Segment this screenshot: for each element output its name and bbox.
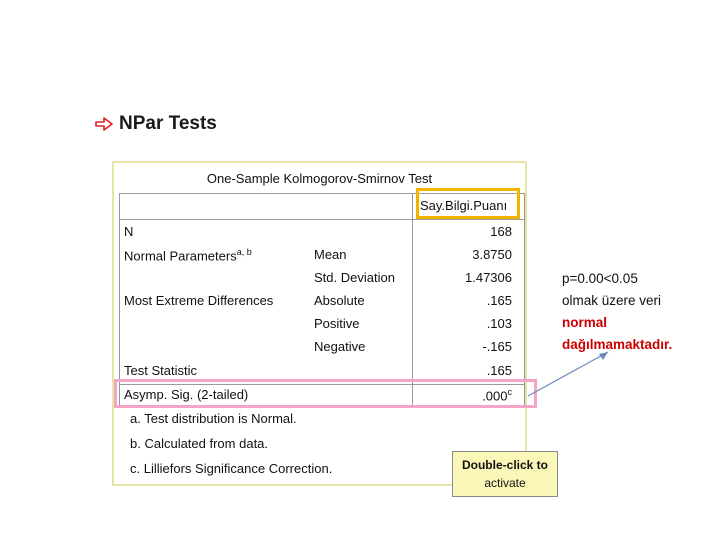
value-negative: -.165 (482, 339, 512, 354)
page-title: NPar Tests (119, 113, 217, 134)
red-arrow-icon (95, 117, 113, 131)
activate-line-2: activate (484, 476, 526, 490)
column-header: Say.Bilgi.Puanı (420, 198, 508, 213)
normal-parameters-label: Normal Parameters (124, 248, 237, 264)
significance-row-highlight (114, 379, 537, 408)
annotation-note (562, 268, 672, 356)
note-line-3: normal (562, 315, 608, 330)
footnote-a: a. Test distribution is Normal. (130, 411, 297, 426)
note-line-4: dağılmamaktadır. (562, 337, 673, 352)
double-click-activate-button[interactable] (452, 451, 558, 497)
value-mean: 3.8750 (472, 247, 512, 262)
activate-line-1: Double-click to (461, 458, 548, 472)
asymp-sig-sup: c (507, 387, 512, 397)
row-label-normal-parameters (124, 247, 252, 263)
sub-label-mean: Mean (314, 247, 347, 262)
column-highlight-box (416, 188, 520, 219)
value-std-deviation: 1.47306 (465, 270, 512, 285)
footnote-c: c. Lilliefors Significance Correction. (130, 461, 333, 476)
row-label-asymp-sig: Asymp. Sig. (2-tailed) (124, 387, 249, 402)
note-line-2: olmak üzere veri (562, 293, 662, 308)
row-label-n: N (124, 224, 134, 239)
row-label-test-statistic: Test Statistic (124, 363, 197, 378)
value-n: 168 (490, 224, 512, 239)
sub-label-positive: Positive (314, 316, 360, 331)
asymp-sig-value: .000 (482, 388, 508, 404)
note-line-1: p=0.00<0.05 (562, 271, 638, 286)
sub-label-std-deviation: Std. Deviation (314, 270, 395, 285)
footnote-b: b. Calculated from data. (130, 436, 269, 451)
value-positive: .103 (486, 316, 512, 331)
npar-tests-heading (95, 112, 217, 136)
table-title: One-Sample Kolmogorov-Smirnov Test (206, 171, 433, 186)
sub-label-negative: Negative (314, 339, 366, 354)
sub-label-absolute: Absolute (314, 293, 365, 308)
value-absolute: .165 (486, 293, 512, 308)
normal-parameters-sup: a, b (236, 247, 252, 257)
row-label-most-extreme-differences: Most Extreme Differences (124, 293, 274, 308)
value-test-statistic: .165 (486, 363, 512, 378)
